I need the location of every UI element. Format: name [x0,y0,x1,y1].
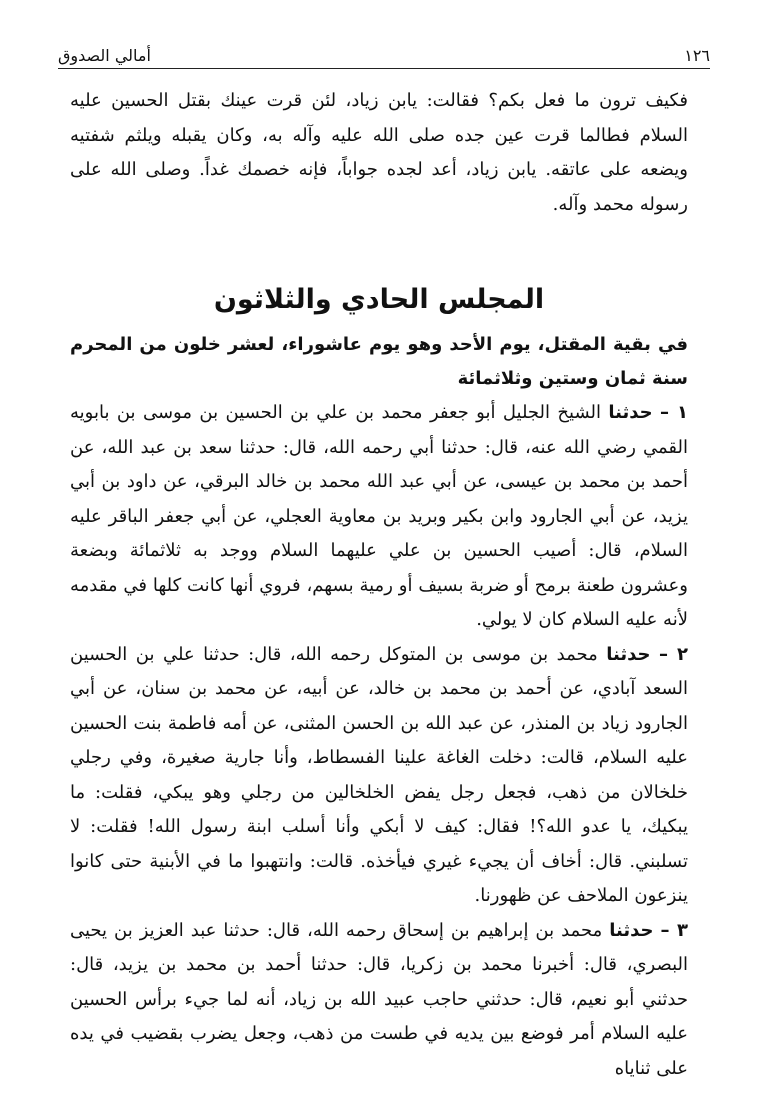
intro-paragraph: فكيف ترون ما فعل بكم؟ فقالت: يابن زياد، لئن قرت عينك بقتل الحسين عليه السلام فطالما قرت عين جده صلى الله عليه وآله به، وكان يقبله ويلثم شفتيه ويضعه على عاتقه. يابن زياد، أعد لجده جواباً، فإنه خصمك غداً. وصلى الله على رسوله محمد وآله. [70,90,688,215]
majlis-title: المجلس الحادي والثلاثون [213,284,545,315]
book-title: أمالي الصدوق [58,46,151,65]
hadith-lead-word: حدثنا [606,643,651,665]
hadith-2 [70,638,688,914]
running-header [58,42,710,68]
page-body [70,84,688,1086]
hadith-text: محمد بن إبراهيم بن إسحاق رحمه الله، قال: حدثنا عبد العزيز بن يحيى البصري، قال: أخبرنا محمد بن زكريا، قال: حدثنا أحمد بن محمد بن يزيد، قال: حدثني أبو نعيم، قال: حدثني حاجب عبيد الله بن زياد، أنه لما جيء برأس الحسين عليه السلام أمر فوضع بين يديه في طست من ذهب، وجعل يضرب بقضيب في يده على ثناياه [70,919,688,1079]
hadith-number: ٢ – [658,643,688,665]
hadith-lead-word: حدثنا [608,402,653,423]
page-number: ١٢٦ [684,46,710,65]
hadith-lead-word: حدثنا [609,919,654,941]
hadith-3 [70,914,688,1087]
hadith-number: ١ – [660,402,688,423]
hadith-1 [70,396,688,638]
hadith-text: الشيخ الجليل أبو جعفر محمد بن علي بن الحسين بن موسى بن بابويه القمي رضي الله عنه، قال: حدثنا أبي رحمه الله، قال: حدثنا سعد بن عبد الله، عن أحمد بن محمد بن عيسى، عن أبي عبد الله محمد بن خالد البرقي، عن داود بن أبي يزيد، عن أبي الجارود وابن بكير وبريد بن معاوية العجلي، عن أبي جعفر الباقر عليه السلام، قال: أصيب الحسين بن علي عليهما السلام ووجد به ثلاثمائة وبضعة وعشرون طعنة برمح أو ضربة بسيف أو رمية بسهم، فروي أنها كانت كلها في مقدمه لأنه عليه السلام كان لا يولي. [70,402,688,630]
majlis-subtitle: في بقية المقتل، يوم الأحد وهو يوم عاشوراء، لعشر خلون من المحرم سنة ثمان وستين وثلاثمائة [70,334,688,389]
hadith-text: محمد بن موسى بن المتوكل رحمه الله، قال: حدثنا علي بن الحسين السعد آبادي، عن أحمد بن محمد بن خالد، عن أبيه، عن محمد بن سنان، عن أبي الجارود زياد بن المنذر، عن عبد الله بن الحسن المثنى، عن أمه فاطمة بنت الحسين عليه السلام، قالت: دخلت الغاغة علينا الفسطاط، وأنا جارية صغيرة، وفي رجلي خلخالان من ذهب، فجعل رجل يفض الخلخالين من رجلي وهو يبكي، فقلت: ما يبكيك، يا عدو الله؟! فقال: كيف لا أبكي وأنا أسلب ابنة رسول الله! فقلت: لا تسلبني. قال: أخاف أن يجيء غيري فيأخذه. قالت: وانتهبوا ما في الأبنية حتى كانوا ينزعون الملاحف عن ظهورنا. [70,643,688,906]
hadith-number: ٣ – [660,919,688,941]
header-divider [58,68,710,69]
